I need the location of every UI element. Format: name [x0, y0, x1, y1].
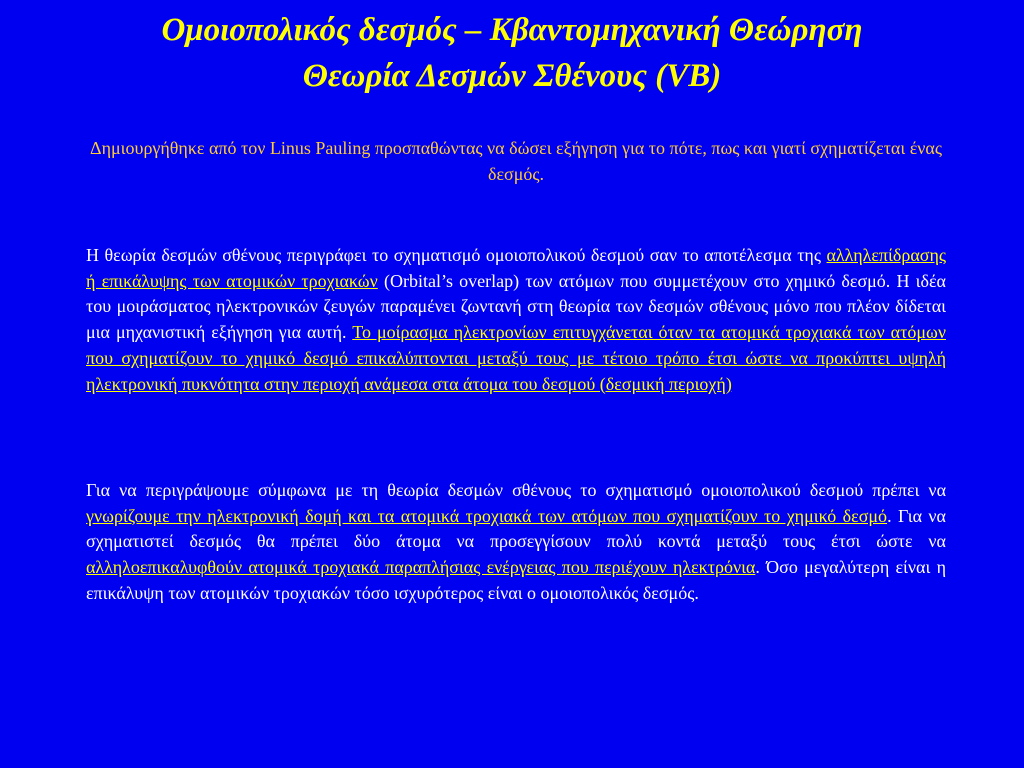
- para2-text-3: . Όσο μεγαλύτερη είναι η επικάλυψη των ατομικών τροχιακών τόσο ισχυρότερος είναι ο ομοιοπολικός δεσμός.: [86, 557, 947, 603]
- body-paragraph-2: [86, 478, 946, 607]
- para2-text-2: . Για να σχηματιστεί δεσμός θα πρέπει δύο άτομα να προσεγγίσουν πολύ κοντά μεταξύ τους έτσι ώστε να: [86, 505, 946, 552]
- para2-text-1: Για να περιγράψουμε σύμφωνα με τη θεωρία δεσμών σθένους το σχηματισμό ομοιοπολικού δεσμού πρέπει να: [86, 480, 946, 500]
- para2-highlight-2: αλληλοεπικαλυφθούν ατομικά τροχιακά παραπλήσιας ενέργειας που περιέχουν ηλεκτρόνια: [86, 557, 756, 578]
- body-paragraph-1: [86, 243, 946, 397]
- para1-text-1: Η θεωρία δεσμών σθένους περιγράφει το σχηματισμό ομοιοπολικού δεσμού σαν το αποτέλεσμα της: [86, 245, 827, 265]
- para1-text-2: (Orbital’s overlap) των ατόμων που συμμετέχουν στο χημικό δεσμό. Η ιδέα του μοιράσματος ηλεκτρονικών ζευγών παραμένει ζωντανή στη θεωρία των δεσμών σθένους μόνο που πλέον δίδεται μια μηχανιστική εξήγηση για αυτή.: [86, 270, 946, 343]
- slide-subtitle-heading: Θεωρία Δεσμών Σθένους (VB): [302, 58, 722, 94]
- para1-highlight-1: αλληλεπίδρασης ή επικάλυψης των ατομικών τροχιακών: [86, 245, 946, 291]
- para1-highlight-2: Το μοίρασμα ηλεκτρονίων επιτυγχάνεται όταν τα ατομικά τροχιακά των ατόμων που σχηματίζουν το χημικό δεσμό επικαλύπτονται μεταξύ τους με τέτοιο τρόπο έτσι ώστε να προκύπτει υψηλή ηλεκτρονική πυκνότητα στην περιοχή ανάμεσα στα άτομα του δεσμού (δεσμική περιοχή): [86, 322, 946, 394]
- intro-text: Δημιουργήθηκε από τον Linus Pauling προσπαθώντας να δώσει εξήγηση για το πότε, πως και γιατί σχηματίζεται ένας δεσμός.: [90, 138, 942, 184]
- para2-highlight-1: γνωρίζουμε την ηλεκτρονική δομή και τα ατομικά τροχιακά των ατόμων που σχηματίζουν το χημικό δεσμό: [86, 505, 888, 526]
- slide-title: Ομοιοπολικός δεσμός – Κβαντομηχανική Θεώρηση: [161, 12, 863, 48]
